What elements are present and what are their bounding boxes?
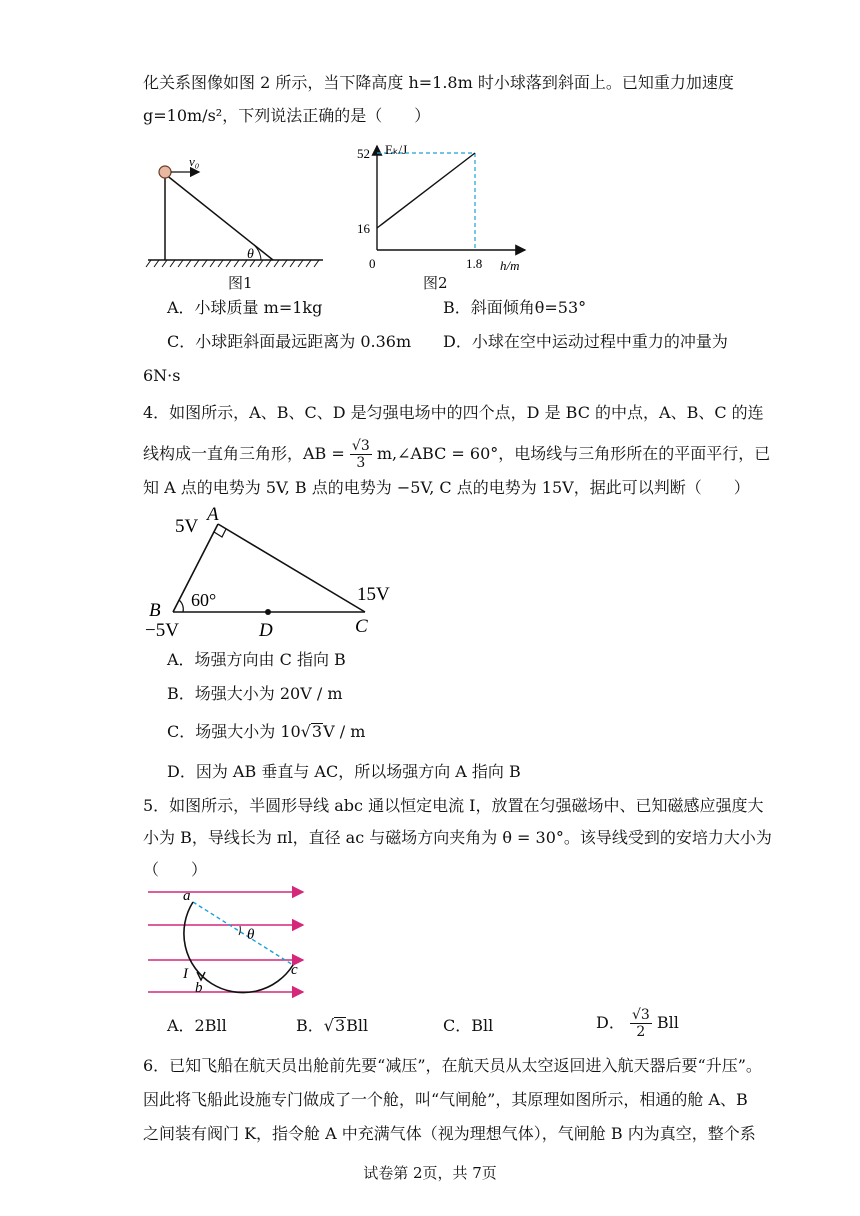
q6-line-2: 因此将飞船此设施专门做成了一个舱，叫“气闸舱”，其原理如图所示，相通的舱 A、B xyxy=(143,1090,748,1109)
label-c: c xyxy=(291,962,298,978)
q5-option-c[interactable]: C．Bll xyxy=(443,1016,494,1035)
q5-line-2: 小为 B，导线长为 πl，直径 ac 与磁场方向夹角为 θ = 30°。该导线受到的安培力大小为 xyxy=(143,828,772,847)
angle-60: 60° xyxy=(191,590,217,610)
label-c: C xyxy=(355,616,368,637)
fig2-x-axis: h/m xyxy=(500,258,520,273)
label-d: D xyxy=(259,620,273,641)
ball-icon xyxy=(159,166,171,178)
figure-semicircle-wire xyxy=(143,880,313,1005)
q4-line-2-post: m,∠ABC = 60°，电场线与三角形所在的平面平行，已 xyxy=(376,444,771,463)
fig2-y-axis: Eₖ/J xyxy=(385,142,408,157)
q4-line-3: 知 A 点的电势为 5V, B 点的电势为 −5V, C 点的电势为 15V，据此可以判断（ ） xyxy=(143,478,750,497)
fig1-v0: v₀ xyxy=(189,160,200,169)
label-b: B xyxy=(149,600,161,621)
q4-line-2 xyxy=(143,438,770,471)
q3-option-b[interactable]: B．斜面倾角θ=53° xyxy=(443,298,587,317)
voltage-c: 15V xyxy=(357,584,390,605)
page-footer: 试卷第 2页，共 7页 xyxy=(363,1164,497,1182)
q6-line-3: 之间装有阀门 K，指令舱 A 中充满气体（视为理想气体），气闸舱 B 内为真空，整个系 xyxy=(143,1124,756,1143)
q5-option-b[interactable]: B．√3Bll xyxy=(296,1016,369,1035)
q3-option-c[interactable]: C．小球距斜面最远距离为 0.36m xyxy=(167,332,412,351)
ek-line xyxy=(377,153,475,228)
q3-option-d[interactable]: D．小球在空中运动过程中重力的冲量为 xyxy=(443,332,728,351)
fig1-theta: θ xyxy=(247,247,254,262)
label-b: b xyxy=(195,980,203,996)
q3-line-1: 化关系图像如图 2 所示，当下降高度 h=1.8m 时小球落到斜面上。已知重力加速度 xyxy=(143,73,734,92)
q3-option-a[interactable]: A．小球质量 m=1kg xyxy=(167,298,323,317)
point-d xyxy=(265,609,271,615)
q4-line-2-pre: 线构成一直角三角形，AB = xyxy=(143,444,345,463)
label-a: a xyxy=(183,888,191,904)
q4-option-c[interactable]: C．场强大小为 10√3V / m xyxy=(167,722,366,741)
q3-option-d-cont: 6N·s xyxy=(143,366,181,385)
label-i: I xyxy=(183,966,188,982)
fig2-y-top: 52 xyxy=(357,146,370,161)
label-a: A xyxy=(207,504,219,525)
q6-line-1: 6．已知飞船在航天员出舱前先要“减压”，在航天员从太空返回进入航天器后要“升压”。 xyxy=(143,1056,762,1075)
fig2-origin: 0 xyxy=(369,256,376,271)
figure-2-ek-graph xyxy=(355,140,530,275)
q5-line-3: （ ） xyxy=(143,860,208,879)
label-theta: θ xyxy=(247,927,255,943)
fig2-caption: 图2 xyxy=(423,274,448,292)
q3-line-2: g=10m/s²，下列说法正确的是（ ） xyxy=(143,106,431,125)
figure-triangle-abc xyxy=(143,502,413,642)
q4-option-b[interactable]: B．场强大小为 20V / m xyxy=(167,684,343,703)
q4-line-1: 4．如图所示，A、B、C、D 是匀强电场中的四个点，D 是 BC 的中点，A、B、C 的连 xyxy=(143,403,764,422)
q5-line-1: 5．如图所示，半圆形导线 abc 通以恒定电流 I，放置在匀强磁场中、已知磁感应强度大 xyxy=(143,796,764,815)
q4-option-a[interactable]: A．场强方向由 C 指向 B xyxy=(167,650,346,669)
fig2-y-start: 16 xyxy=(357,221,370,236)
q5-option-a[interactable]: A．2Bll xyxy=(167,1016,227,1035)
q5-option-d[interactable]: D． $\frac{√3}{2}$ Bll xyxy=(596,1007,679,1040)
q4-option-d[interactable]: D．因为 AB 垂直与 AC，所以场强方向 A 指向 B xyxy=(167,762,521,781)
voltage-b: −5V xyxy=(145,620,179,641)
fig1-caption: 图1 xyxy=(228,274,253,292)
ab-fraction: $\frac{√3}{3}$ xyxy=(351,438,370,471)
fig2-x-end: 1.8 xyxy=(466,256,483,271)
figure-1-incline xyxy=(143,160,333,290)
voltage-a: 5V xyxy=(175,516,199,537)
